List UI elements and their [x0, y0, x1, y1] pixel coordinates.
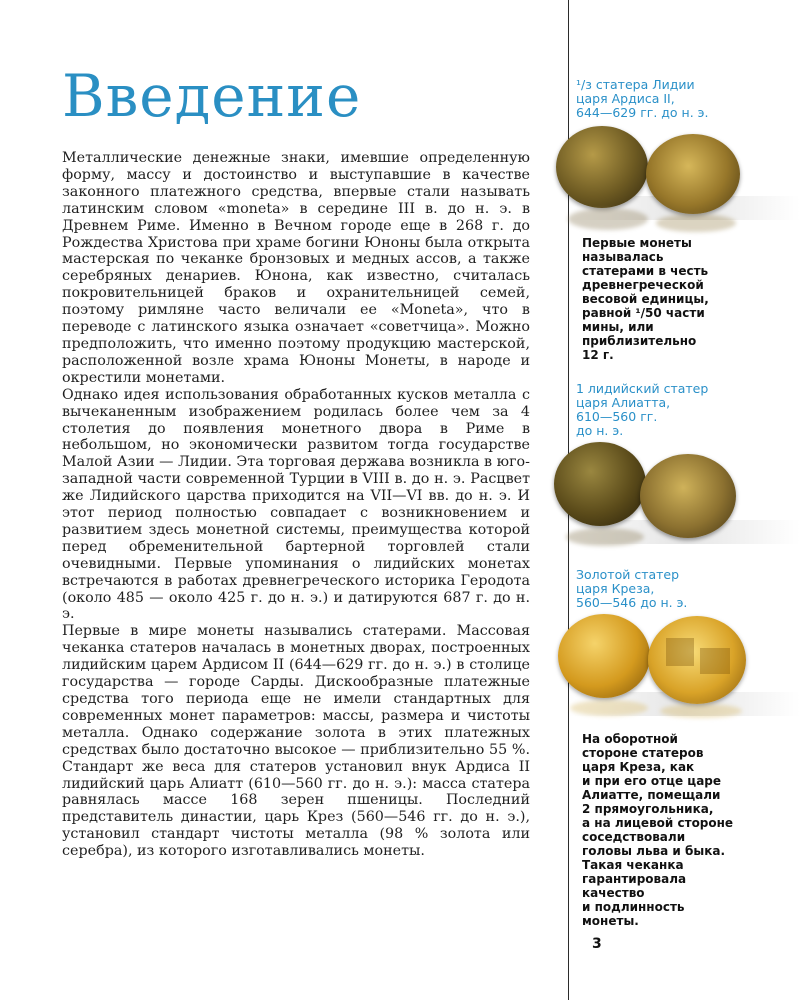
caption-croesus-coin: Золотой статер царя Креза, 560—546 до н. э. — [576, 567, 688, 610]
paragraph-3: Первые в мире монеты назывались статерами. Массовая чеканка статеров началась в монетных дворах, построенных лидийским царем Ардисом II (644—629 гг. до н. э.) в столице государства — городе Сарды. Дискообразные платежные средства того периода еще не имели стандартных для современных монет параметров: массы, размера и чистоты металла. Однако содержание золота в этих платежных средствах было достаточно высокое — приблизительно 55 %. Стандарт же веса для статеров установил внук Ардиса II лидийский царь Алиатт (610—560 гг. до н. э.): масса статера равнялась массе 168 зерен пшеницы. Последний представитель династии, царь Крез (560—546 гг. до н. э.), установил стандарт чистоты металла (98 % золота или серебра), из которого изготавливались монеты. — [62, 623, 530, 860]
note-first-coins: Первые монеты называлась статерами в честь древнегреческой весовой единицы, равной ¹/50 части мины, или приблизительно 12 г. — [582, 236, 709, 362]
coin-image-croesus — [548, 610, 778, 720]
body-text — [62, 150, 530, 860]
page-title: Введение — [62, 62, 362, 130]
caption-ardis-coin: ¹/з статера Лидии царя Ардиса II, 644—629 гг. до н. э. — [576, 77, 709, 120]
caption-alyattes-coin: 1 лидийский статер царя Алиатта, 610—560 гг. до н. э. — [576, 381, 709, 438]
coin-image-ardis — [548, 122, 778, 232]
paragraph-1: Металлические денежные знаки, имевшие определенную форму, массу и достоинство и выступавшие в качестве законного платежного средства, впервые стали называть латинским словом «moneta» в середине III в. до н. э. в Древнем Риме. Именно в Вечном городе еще в 268 г. до Рождества Христова при храме богини Юноны была открыта мастерская по чеканке бронзовых и медных ассов, а также серебряных денариев. Юнона, как известно, считалась покровительницей браков и охранительницей семей, поэтому римляне часто величали ее «Moneta», что в переводе с латинского языка означает «советчица». Можно предположить, что именно поэтому продукцию мастерской, расположенной возле храма Юноны Монеты, в народе и окрестили монетами. — [62, 150, 530, 386]
note-croesus-coins: На оборотной стороне статеров царя Креза, как и при его отце царе Алиатте, помещали 2 прямоугольника, а на лицевой стороне соседствовали головы льва и быка. Такая чеканка гарантировала качество и подлинность монеты. — [582, 732, 734, 928]
paragraph-2: Однако идея использования обработанных кусков металла с вычеканенным изображением родилась более чем за 4 столетия до появления монетного двора в Риме в небольшом, но экономически развитом тогда государстве Малой Азии — Лидии. Эта торговая держава возникла в юго-западной части современной Турции в VIII в. до н. э. Расцвет же Лидийского царства приходится на VII—VI вв. до н. э. И этот период полностью совпадает с возникновением и развитием здесь монетной системы, преимущества которой перед обременительной бартерной торговлей стали очевидными. Первые упоминания о лидийских монетах встречаются в работах древнегреческого историка Геродота (около 485 — около 425 г. до н. э.) и датируются 687 г. до н. э. — [62, 386, 530, 623]
page-number: 3 — [592, 936, 602, 952]
coin-image-alyattes — [548, 440, 778, 550]
